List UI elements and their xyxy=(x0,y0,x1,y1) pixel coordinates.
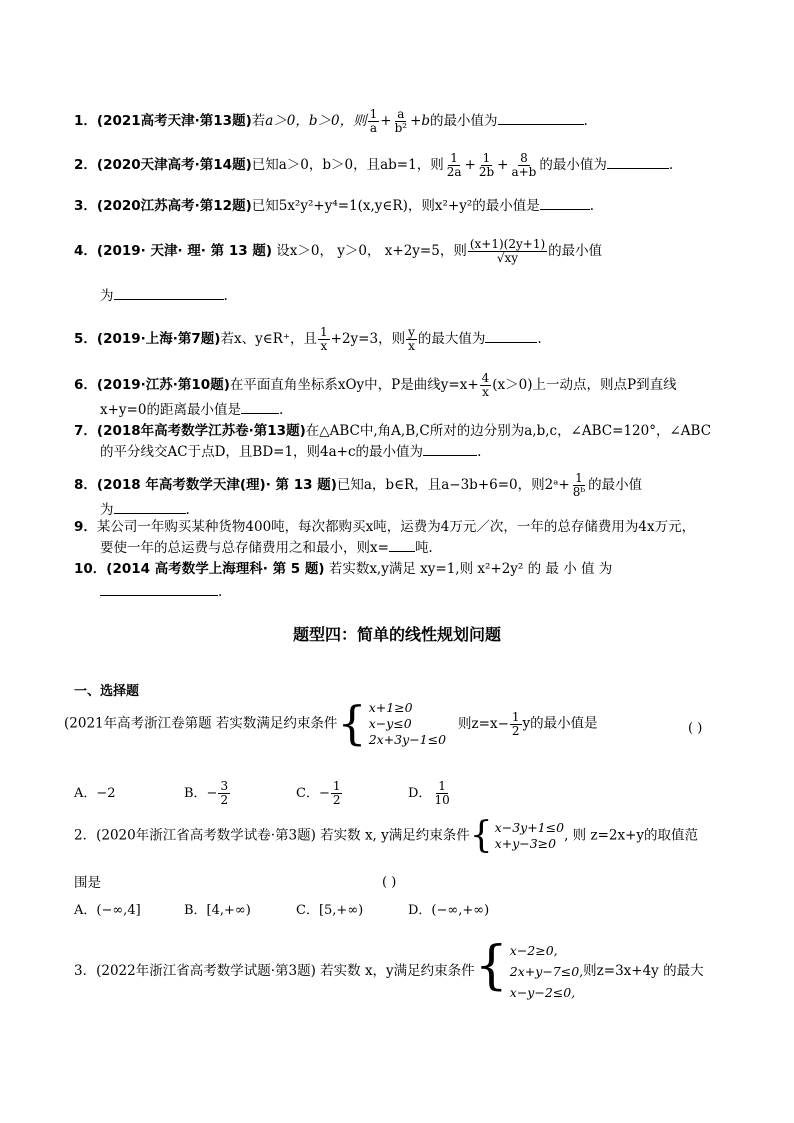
option-d[interactable]: D．(−∞,+∞) xyxy=(408,903,490,918)
question-6-line-2: x+y=0的距离最小值是 . xyxy=(100,402,284,418)
option-b[interactable]: B．[4,+∞) xyxy=(184,903,251,918)
choice-options-2 xyxy=(74,902,528,920)
option-c[interactable]: C．[5,+∞) xyxy=(296,903,364,918)
question-number: 2． xyxy=(74,157,97,173)
question-number: 6． xyxy=(74,377,97,393)
question-text: (2021年高考浙江卷第题 若实数满足约束条件 xyxy=(64,715,338,732)
question-source: (2021高考天津·第13题) xyxy=(96,113,252,129)
answer-blank[interactable] xyxy=(498,111,584,125)
question-source: (2018 年高考数学天津(理)· 第 13 题) xyxy=(96,477,337,493)
fraction: $\frac{1}{a}$ xyxy=(369,107,378,135)
question-1: 1．(2021高考天津·第13题)若a＞0，b＞0，则 $\frac{1}{a}$ + $\frac{a}{\text{b²}}$ +b的最小值为 . xyxy=(74,107,588,135)
question-9 xyxy=(74,518,734,536)
fraction: $\frac{1}{2b}$ xyxy=(478,151,495,179)
question-text: 设x＞0， y＞0， x+2y=5，则 xyxy=(272,243,467,259)
fraction: $\frac{1}{x}$ xyxy=(320,325,328,353)
question-source: (2020江苏高考·第12题) xyxy=(96,198,252,214)
choice-question-1: (2021年高考浙江卷第题 若实数满足约束条件 { x+1≥0 x−y≤0 2x+3y−1≤0 则z=x− $\frac{1}{2}$ y的最小值是 xyxy=(64,696,598,750)
question-3: 3．(2020江苏高考·第12题)已知5x²y²+y⁴=1(x,y∈R)，则x²+y²的最小值是 . xyxy=(74,198,595,214)
answer-blank[interactable] xyxy=(607,155,669,169)
question-text: a＞0，b＞0，则 xyxy=(265,113,367,129)
question-5: 5．(2019·上海·第7题)若x、y∈R⁺，且 $\frac{1}{x}$ +2y=3，则 $\frac{y}{x}$ 的最大值为 . xyxy=(74,325,542,353)
option-d[interactable]: D． $\frac{1}{10}$ xyxy=(408,779,450,807)
option-a[interactable]: A．(−∞,4] xyxy=(74,903,141,918)
section-title: 题型四：简单的线性规划问题 xyxy=(292,625,501,644)
question-text: 3．(2022年浙江省高考数学试题·第3题) 若实数 x，y满足约束条件 xyxy=(74,963,475,979)
choice-options-1 xyxy=(74,780,498,807)
answer-paren: ( ) xyxy=(382,875,397,890)
answer-blank[interactable] xyxy=(114,500,186,514)
question-text: 在平面直角坐标系xOy中，P是曲线y=x+ xyxy=(229,377,479,393)
answer-blank[interactable] xyxy=(241,400,279,414)
fraction: $\frac{8}{a+b}$ xyxy=(511,151,537,179)
answer-paren: ( ) xyxy=(688,721,703,736)
question-text: 已知a＞0，b＞0，且ab=1，则 xyxy=(251,157,444,173)
question-8-line-2: 为 . xyxy=(100,502,190,518)
question-text: 已知a，b∈R，且a−3b+6=0，则2ᵃ+ xyxy=(336,477,570,493)
question-source: (2019·江苏·第10题) xyxy=(96,377,230,393)
question-number: 10 xyxy=(74,561,93,577)
question-text: 若实数x,y满足 xy=1,则 x²+2y² 的 最 小 值 为 xyxy=(324,561,613,577)
question-source: (2018年高考数学江苏卷·第13题) xyxy=(96,423,306,439)
question-number: 4 xyxy=(74,243,84,259)
choice-question-2: 2．(2020年浙江省高考数学试卷·第3题) 若实数 x, y满足约束条件 { x−3y+1≤0 x+y−3≥0 , 则 z=2x+y的取值范 xyxy=(74,815,699,856)
question-text: 已知5x²y²+y⁴=1(x,y∈R)，则x²+y²的最小值是 xyxy=(251,198,540,214)
question-source: (2019·上海·第7题) xyxy=(96,331,221,347)
fraction: $\frac{(x+1)(2y+1)}{√xy}$ xyxy=(469,237,546,265)
subsection-title: 一、选择题 xyxy=(74,684,140,699)
question-10-line-2: . xyxy=(100,582,760,601)
question-number: 7． xyxy=(74,423,97,439)
answer-blank[interactable] xyxy=(100,582,218,596)
question-text: 在△ABC中,角A,B,C所对的边分别为a,b,c，∠ABC=120°，∠ABC xyxy=(305,423,712,439)
question-text: 某公司一年购买某种货物400吨，每次都购买x吨，运费为4万元／次，一年的总存储费用为4x万元， xyxy=(96,519,696,535)
answer-blank[interactable] xyxy=(485,329,537,343)
question-8: 8．(2018 年高考数学天津(理)· 第 13 题)已知a，b∈R，且a−3b+6=0，则2ᵃ+ $\frac{1}{\text{8ᵇ}}$ 的最小值 xyxy=(74,471,643,499)
fraction: $\frac{1}{2a}$ xyxy=(446,151,462,179)
question-text: 2．(2020年浙江省高考数学试卷·第3题) 若实数 x, y满足约束条件 xyxy=(74,827,470,844)
fraction: $\frac{4}{x}$ xyxy=(481,371,490,399)
answer-blank[interactable] xyxy=(423,442,477,456)
question-6: 6．(2019·江苏·第10题)在平面直角坐标系xOy中，P是曲线y=x+ $\frac{4}{x}$ (x＞0)上一动点，则点P到直线 xyxy=(74,371,677,399)
question-text: 若x、y∈R⁺，且 xyxy=(220,331,318,347)
question-4-line-2: 为 . xyxy=(100,288,228,304)
choice-question-3: 3．(2022年浙江省高考数学试题·第3题) 若实数 x，y满足约束条件 { x−2≥0, 2x+y−7≤0, x−y−2≤0, 则z=3x+4y 的最大 xyxy=(74,940,734,1003)
question-number: 5． xyxy=(74,331,97,347)
fraction: $\frac{1}{\text{8ᵇ}}$ xyxy=(572,471,586,499)
answer-blank[interactable] xyxy=(389,538,415,552)
option-b[interactable]: B．− $\frac{3}{2}$ xyxy=(184,779,229,807)
fraction: $\frac{a}{\text{b²}}$ xyxy=(394,107,408,135)
option-c[interactable]: C．− $\frac{1}{2}$ xyxy=(296,779,341,807)
question-4: 4．(2019· 天津· 理· 第 13 题) 设x＞0， y＞0， x+2y=5，则 $\frac{(x+1)(2y+1)}{√xy}$ 的最小值 xyxy=(74,237,603,265)
option-a[interactable]: A．−2 xyxy=(74,786,116,801)
question-10 xyxy=(74,560,734,578)
question-source: ．(2019· 天津· 理· 第 13 题) xyxy=(83,243,272,259)
constraint-system: { x−3y+1≤0 x+y−3≥0 xyxy=(469,815,565,856)
answer-blank[interactable] xyxy=(114,286,224,300)
choice-question-2-line-2: 围是 xyxy=(74,875,101,891)
question-number: 3． xyxy=(74,198,97,214)
question-number: 8． xyxy=(74,477,97,493)
question-source: ．(2014 高考数学上海理科· 第 5 题) xyxy=(92,561,325,577)
question-7 xyxy=(74,422,734,440)
question-number: 9． xyxy=(74,519,97,535)
question-9-line-2: 要使一年的总运费与总存储费用之和最小，则x= 吨. xyxy=(100,540,433,556)
fraction: $\frac{1}{2}$ xyxy=(511,709,520,738)
constraint-system: { x−2≥0, 2x+y−7≤0, x−y−2≤0, xyxy=(474,936,584,1000)
fraction: $\frac{y}{x}$ xyxy=(408,325,415,353)
constraint-system: { x+1≥0 x−y≤0 2x+3y−1≤0 xyxy=(337,696,447,750)
question-2: 2．(2020天津高考·第14题)已知a＞0，b＞0，且ab=1，则 $\frac{1}{2a}$ + $\frac{1}{2b}$ + $\frac{8}{a+b}$ 的最小值为 . xyxy=(74,151,674,179)
question-number: 1． xyxy=(74,113,97,129)
question-text: 若 xyxy=(251,113,266,129)
answer-blank[interactable] xyxy=(540,196,590,210)
question-7-line-2: 的平分线交AC于点D，且BD=1，则4a+c的最小值为 . xyxy=(100,444,482,460)
question-source: (2020天津高考·第14题) xyxy=(96,157,252,173)
